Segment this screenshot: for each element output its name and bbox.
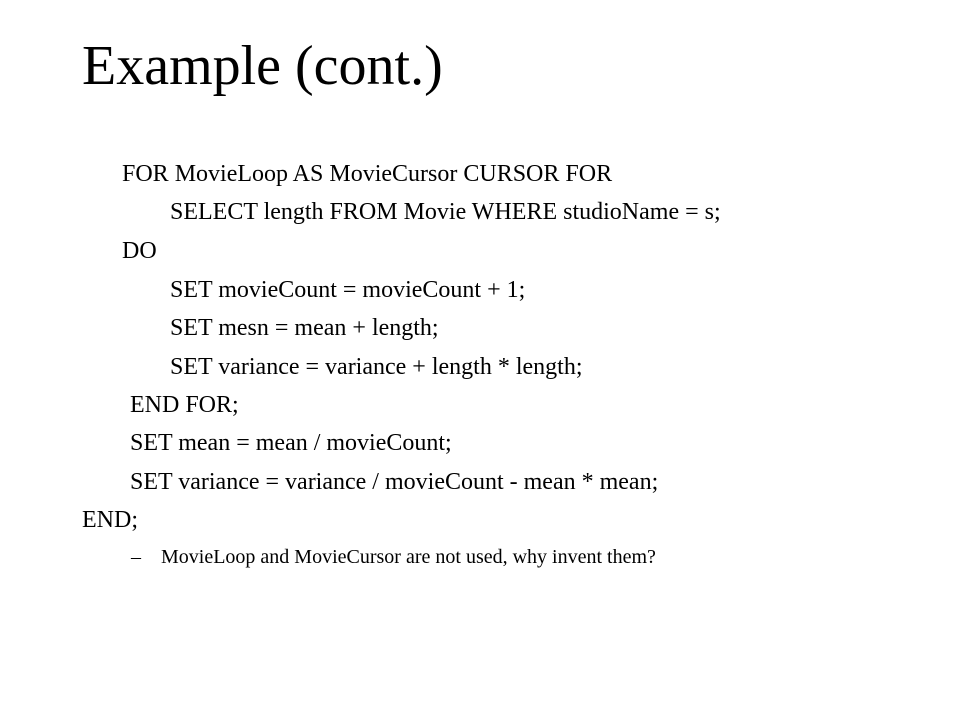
code-line-for-loop: FOR MovieLoop AS MovieCursor CURSOR FOR (122, 161, 613, 187)
code-line-end: END; (82, 507, 138, 533)
code-line-set-variance-sum: SET variance = variance + length * length; (170, 354, 583, 380)
code-line-set-variance-final: SET variance = variance / movieCount - mean * mean; (130, 469, 659, 495)
code-line-do: DO (122, 238, 157, 264)
slide-title: Example (cont.) (82, 35, 443, 97)
code-line-set-moviecount: SET movieCount = movieCount + 1; (170, 277, 526, 303)
bullet-note (131, 543, 656, 571)
bullet-dash: – (131, 546, 141, 568)
code-line-select: SELECT length FROM Movie WHERE studioName = s; (170, 199, 721, 225)
code-line-set-mean: SET mean = mean / movieCount; (130, 430, 452, 456)
code-line-end-for: END FOR; (130, 392, 239, 418)
bullet-text: MovieLoop and MovieCursor are not used, why invent them? (161, 546, 656, 568)
code-line-set-mesn: SET mesn = mean + length; (170, 315, 439, 341)
